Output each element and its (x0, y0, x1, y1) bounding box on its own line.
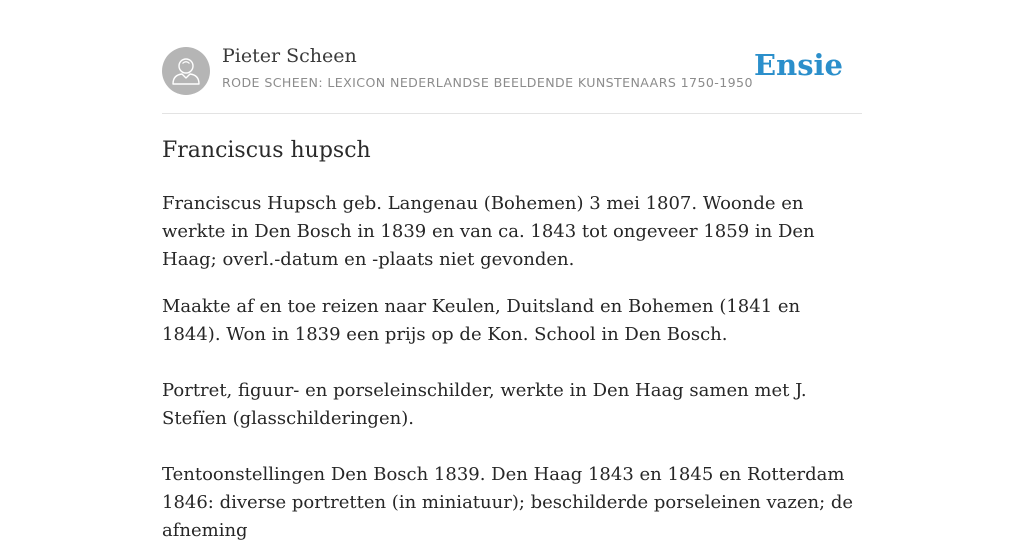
article-body (162, 190, 862, 545)
paragraph: Maakte af en toe reizen naar Keulen, Duitsland en Bohemen (1841 en 1844). Won in 1839 een prijs op de Kon. School in Den Bosch. (162, 296, 801, 345)
paragraph: Franciscus Hupsch geb. Langenau (Bohemen) 3 mei 1807. Woonde en werkte in Den Bosch in 1839 en van ca. 1843 tot ongeveer 1859 in Den Haag; overl.-datum en -plaats niet gevonden. (162, 193, 815, 270)
source-label[interactable]: RODE SCHEEN: LEXICON NEDERLANDSE BEELDENDE KUNSTENAARS 1750-1950 (222, 75, 753, 90)
article-title: Franciscus hupsch (162, 138, 371, 163)
paragraph: Portret, figuur- en porseleinschilder, werkte in Den Haag samen met J. Stefïen (glasschilderingen). (162, 380, 807, 429)
avatar[interactable] (162, 47, 210, 95)
user-icon (162, 47, 210, 95)
author-name[interactable]: Pieter Scheen (222, 45, 357, 67)
paragraph: Tentoonstellingen Den Bosch 1839. Den Haag 1843 en 1845 en Rotterdam 1846: diverse portretten (in miniatuur); beschilderde porseleinen vazen; de afneming (162, 464, 854, 541)
ensie-logo-link[interactable]: Ensie (754, 48, 843, 82)
article-header (162, 40, 862, 114)
